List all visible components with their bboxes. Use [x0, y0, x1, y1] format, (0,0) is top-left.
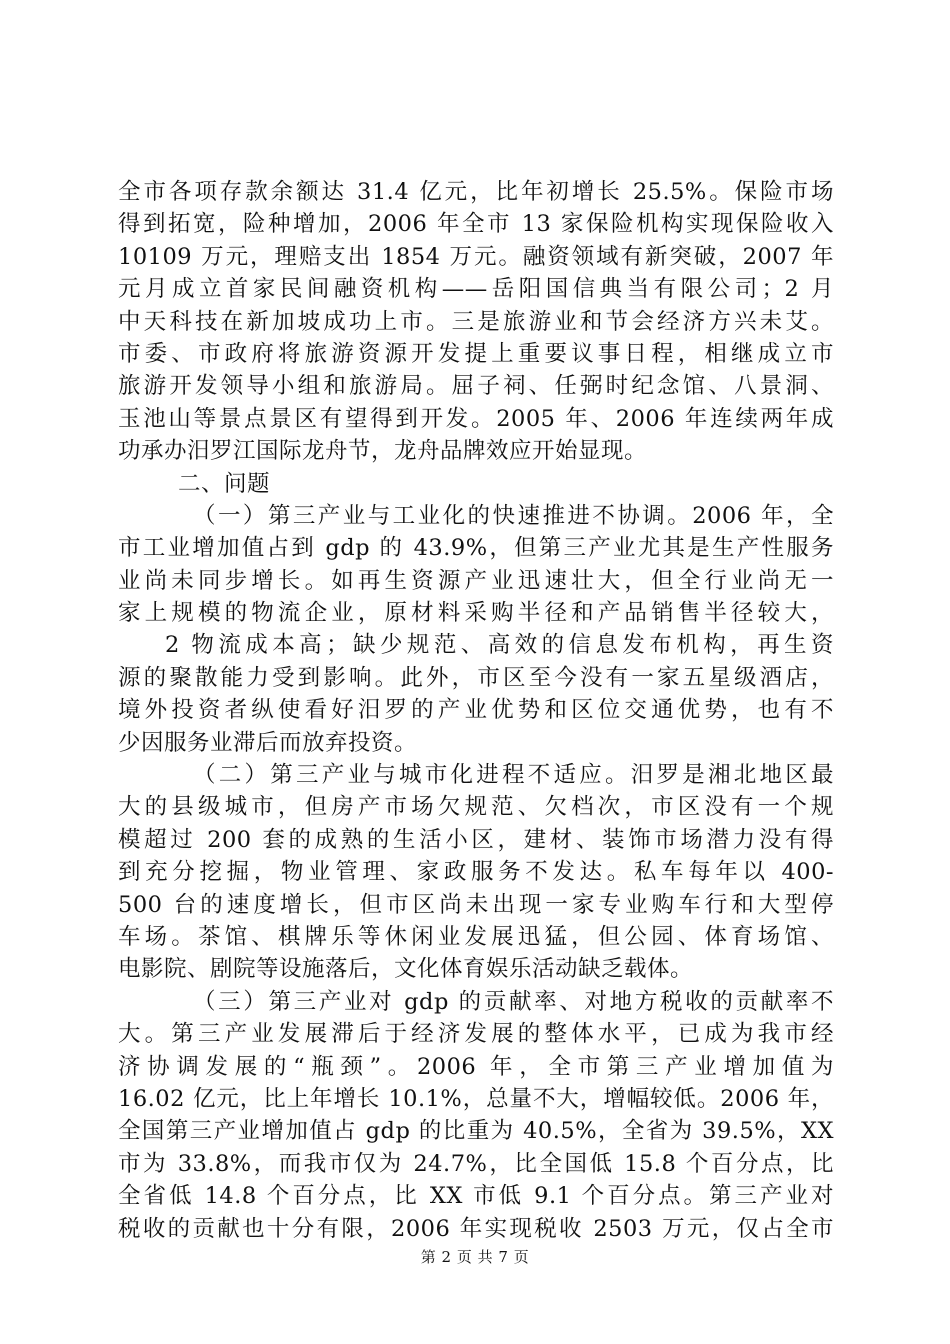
page-footer: 第 2 页 共 7 页 [420, 1248, 530, 1266]
text-line: 税收的贡献也十分有限，2006 年实现税收 2503 万元，仅占全市 [118, 1215, 834, 1242]
text-line: 2 物流成本高；缺少规范、高效的信息发布机构，再生资 [165, 632, 834, 659]
section-heading: 二、问题 [178, 470, 271, 497]
text-line: （一）第三产业与工业化的快速推进不协调。2006 年，全 [193, 502, 834, 529]
text-line: 少因服务业滞后而放弃投资。 [118, 729, 418, 756]
text-line: 中天科技在新加坡成功上市。三是旅游业和节会经济方兴未艾。 [118, 308, 834, 335]
text-line: 全市各项存款余额达 31.4 亿元，比年初增长 25.5%。保险市场 [118, 179, 834, 205]
text-line: 源的聚散能力受到影响。此外，市区至今没有一家五星级酒店， [118, 664, 834, 691]
text-line: 得到拓宽，险种增加，2006 年全市 13 家保险机构实现保险收入 [118, 211, 834, 238]
body-text [118, 176, 834, 1245]
text-line: 业尚未同步增长。如再生资源产业迅速壮大，但全行业尚无一 [118, 567, 834, 594]
text-line: 电影院、剧院等设施落后，文化体育娱乐活动缺乏载体。 [118, 956, 694, 983]
text-line: 到充分挖掘，物业管理、家政服务不发达。私车每年以 400- [118, 859, 834, 886]
text-line: 16.02 亿元，比上年增长 10.1%，总量不大，增幅较低。2006 年， [118, 1085, 834, 1112]
text-line: 全省低 14.8 个百分点，比 XX 市低 9.1 个百分点。第三产业对 [118, 1183, 834, 1210]
text-line: 境外投资者纵使看好汨罗的产业优势和区位交通优势，也有不 [118, 697, 834, 724]
text-line: 全国第三产业增加值占 gdp 的比重为 40.5%，全省为 39.5%，XX [118, 1118, 834, 1145]
text-line: （二）第三产业与城市化进程不适应。汨罗是湘北地区最 [193, 762, 834, 789]
text-line: 家上规模的物流企业，原材料采购半径和产品销售半径较大， [118, 600, 834, 627]
text-line: 市委、市政府将旅游资源开发提上重要议事日程，相继成立市 [118, 340, 834, 367]
text-line: 功承办汨罗江国际龙舟节，龙舟品牌效应开始显现。 [118, 438, 648, 465]
text-line: 玉池山等景点景区有望得到开发。2005 年、2006 年连续两年成 [118, 405, 834, 432]
text-line: 模超过 200 套的成熟的生活小区，建材、装饰市场潜力没有得 [118, 826, 834, 853]
text-line: （三）第三产业对 gdp 的贡献率、对地方税收的贡献率不 [193, 988, 834, 1015]
text-line: 济协调发展的“瓶颈”。2006 年，全市第三产业增加值为 [118, 1053, 834, 1080]
text-line: 大的县级城市，但房产市场欠规范、欠档次，市区没有一个规 [118, 794, 834, 821]
text-line: 10109 万元，理赔支出 1854 万元。融资领域有新突破，2007 年 [118, 243, 834, 270]
text-line: 元月成立首家民间融资机构——岳阳国信典当有限公司；2 月 [118, 276, 834, 303]
text-line: 市工业增加值占到 gdp 的 43.9%，但第三产业尤其是生产性服务 [118, 535, 834, 562]
text-line: 500 台的速度增长，但市区尚未出现一家专业购车行和大型停 [118, 891, 834, 918]
text-line: 市为 33.8%，而我市仅为 24.7%，比全国低 15.8 个百分点，比 [118, 1150, 834, 1177]
text-line: 旅游开发领导小组和旅游局。屈子祠、任弼时纪念馆、八景洞、 [118, 373, 834, 400]
text-line: 大。第三产业发展滞后于经济发展的整体水平，已成为我市经 [118, 1021, 834, 1048]
text-line: 车场。茶馆、棋牌乐等休闲业发展迅猛，但公园、体育场馆、 [118, 923, 834, 950]
